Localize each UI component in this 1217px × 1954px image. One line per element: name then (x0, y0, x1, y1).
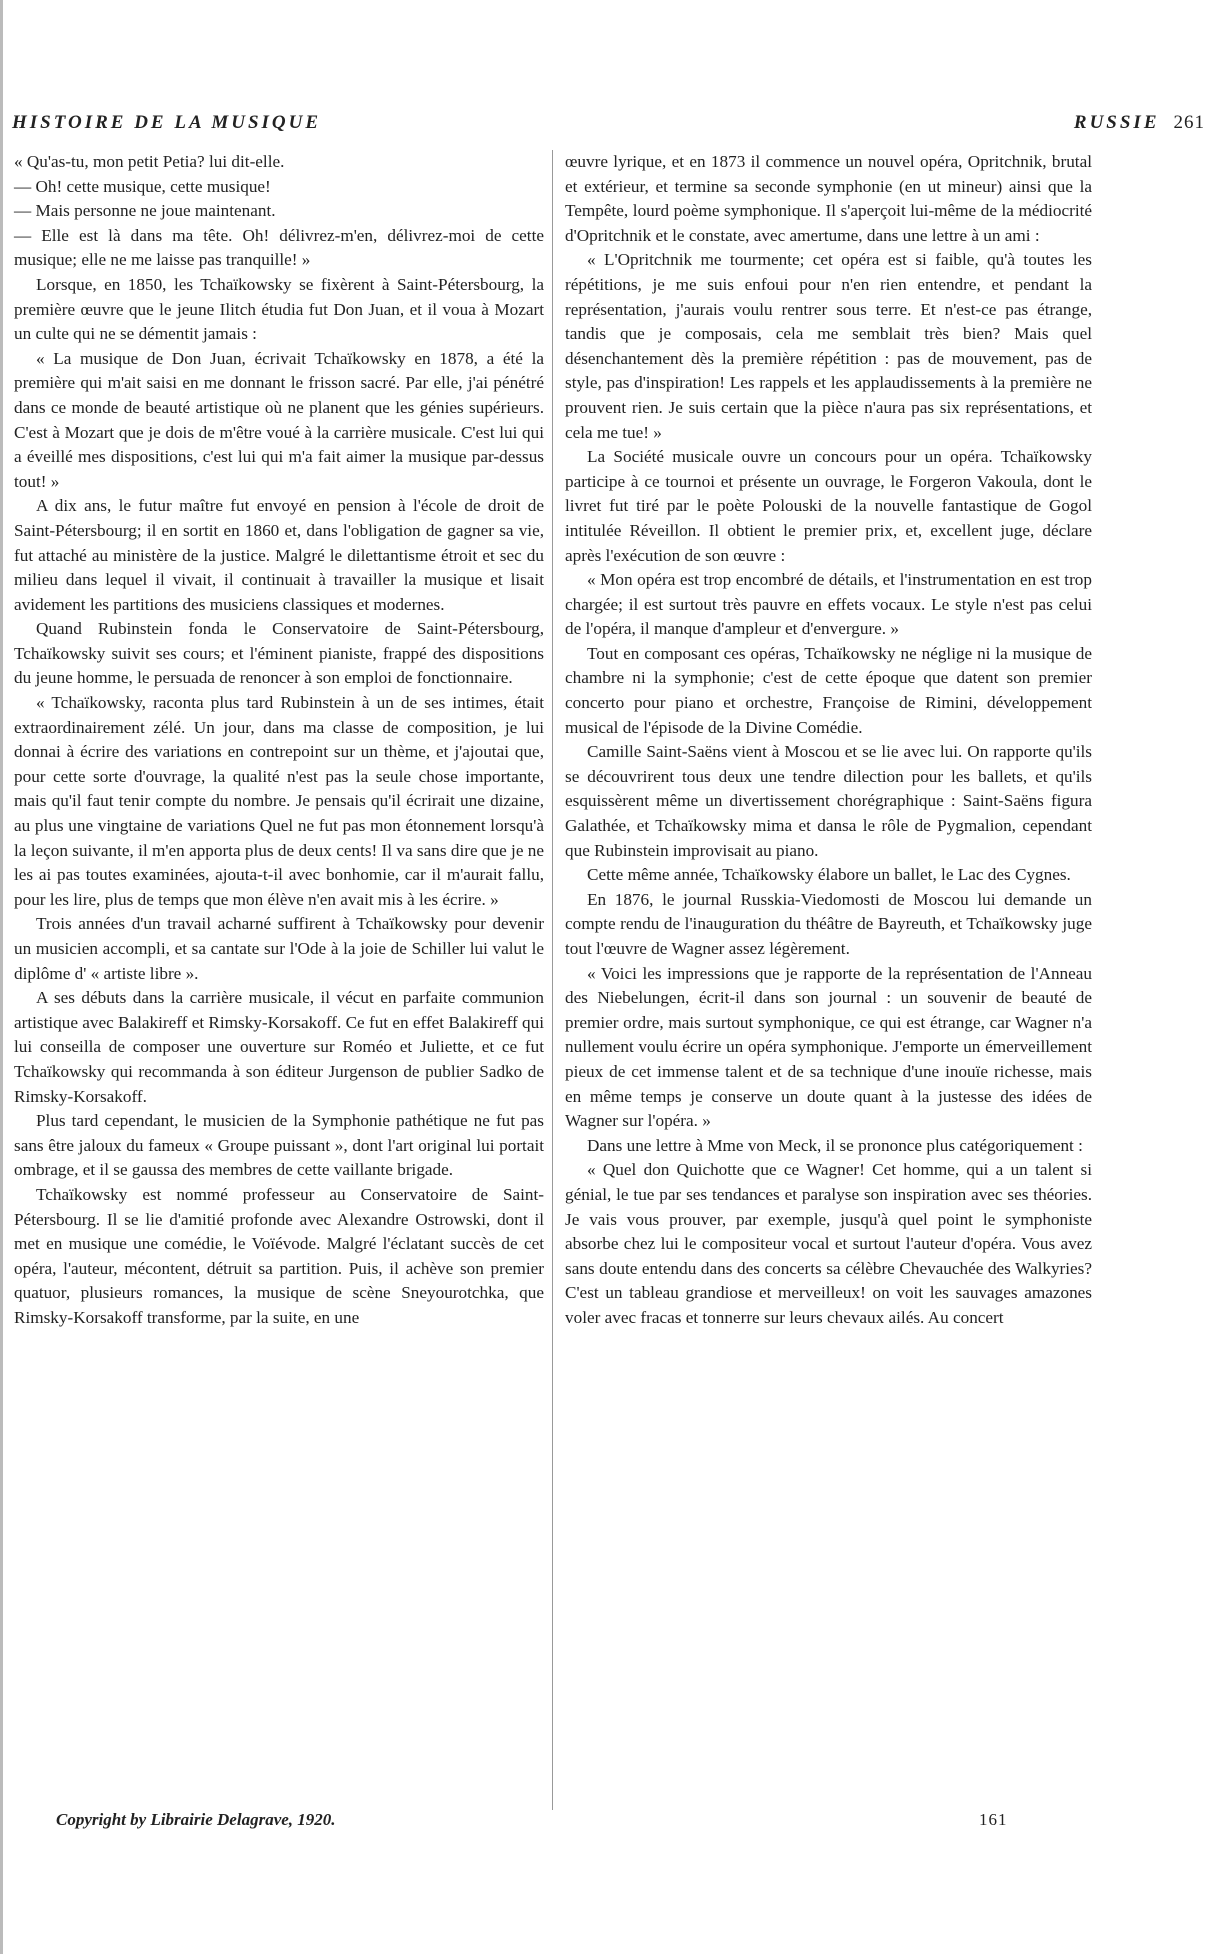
paragraph: « Mon opéra est trop encombré de détails, et l'instrumentation en est trop chargée; il est surtout très pauvre en effets vocaux. Le style n'est pas celui de l'opéra, il manque d'ampleur et d'envergure. » (565, 570, 1092, 639)
paragraph: — Mais personne ne joue maintenant. (14, 201, 276, 221)
header-page-number: 261 (1173, 112, 1205, 133)
paragraph: « Voici les impressions que je rapporte de la représentation de l'Anneau des Niebelungen, écrit-il dans son journal : un souvenir de beauté de premier ordre, mais surtout symphonique, ce qui est étrange, car Wagner n'a nullement voulu écrire un opéra symphonique. J'emporte un émerveillement pieux de cet immense talent et de sa technique d'une inouïe richesse, mais en même temps je conserve un doute quant à la justesse des idées de Wagner sur l'opéra. » (565, 963, 1092, 1131)
paragraph: — Oh! cette musique, cette musique! (14, 176, 271, 196)
paragraph: « Qu'as-tu, mon petit Petia? lui dit-elle. (14, 152, 285, 171)
page-edge (0, 0, 3, 1954)
column-divider (552, 150, 553, 1810)
paragraph: « Quel don Quichotte que ce Wagner! Cet homme, qui a un talent si génial, le tue par ses tendances et paralyse son inspiration avec ses théories. Je vais vous prouver, par exemple, jusqu'à quel point le symphoniste absorbe chez lui le compositeur vocal et surtout l'auteur d'opéra. Vous avez sans doute entendu dans des concerts sa célèbre Chevauchée des Walkyries? C'est un tableau grandiose et merveilleux! on voit les sauvages amazones voler avec fracas et tonnerre sur leurs chevaux ailés. Au concert (565, 1160, 1092, 1327)
paragraph: — Elle est là dans ma tête. Oh! délivrez-m'en, délivrez-moi de cette musique; elle ne me laisse pas tranquille! » (14, 225, 544, 270)
paragraph: « Tchaïkowsky, raconta plus tard Rubinstein à un de ses intimes, était extraordinairement zélé. Un jour, dans ma classe de composition, je lui donnai à écrire des variations en contrepoint sur un thème, et j'ajoutai que, pour cette sorte d'ouvrage, la qualité n'est pas la seule chose importante, mais qu'il faut tenir compte du nombre. Je pensais qu'il écrirait une dizaine, au plus une vingtaine de variations Quel ne fut pas mon étonnement lorsqu'à la leçon suivante, il m'en apporta plus de deux cents! Il va sans dire que je ne les ai pas toutes examinées, ajouta-t-il avec bonhomie, car il m'aurait fallu, pour les lire, plus de temps que mon élève n'en avait mis à les écrire. » (14, 693, 544, 909)
paragraph: Trois années d'un travail acharné suffirent à Tchaïkowsky pour devenir un musicien accompli, et sa cantate sur l'Ode à la joie de Schiller lui valut le diplôme d' « artiste libre ». (14, 914, 544, 983)
paragraph: Cette même année, Tchaïkowsky élabore un ballet, le Lac des Cygnes. (587, 865, 1071, 885)
page-footer (14, 1810, 1205, 1834)
running-header (12, 112, 1205, 140)
paragraph: Lorsque, en 1850, les Tchaïkowsky se fixèrent à Saint-Pétersbourg, la première œuvre que le jeune Ilitch étudia fut Don Juan, et il voua à Mozart un culte qui ne se démentit jamais : (14, 274, 544, 344)
paragraph: A ses débuts dans la carrière musicale, il vécut en parfaite communion artistique avec Balakireff et Rimsky-Korsakoff. Ce fut en effet Balakireff qui lui conseilla de composer une ouverture sur Roméo et Juliette, et ce fut Tchaïkowsky qui recommanda à son éditeur Jurgenson de publier Sadko de Rimsky-Korsakoff. (14, 988, 544, 1106)
paragraph: « L'Opritchnik me tourmente; cet opéra est si faible, qu'à toutes les répétitions, je me suis enfoui pour n'en rien entendre, et pendant la représentation, j'aurais voulu rentrer sous terre. Et n'est-ce pas étrange, tandis que je composais, cela me semblait très bien? Mais quel désenchantement dès la première répétition : pas de mouvement, pas de style, pas d'inspiration! Les rappels et les applaudissements à la première ne prouvent rien. Je suis certain que la pièce n'aura pas six représentations, et cela me tue! » (565, 250, 1092, 442)
paragraph: En 1876, le journal Russkia-Viedomosti de Moscou lui demande un compte rendu de l'inauguration du théâtre de Bayreuth, et Tchaïkowsky juge tout l'œuvre de Wagner assez légèrement. (565, 889, 1092, 958)
header-title: HISTOIRE DE LA MUSIQUE (12, 112, 322, 133)
paragraph: La Société musicale ouvre un concours pour un opéra. Tchaïkowsky participe à ce tournoi et présente un ouvrage, le Forgeron Vakoula, dont le livret fut tiré par le poète Polouski de la nouvelle fantastique de Gogol intitulée Réveillon. Il obtient le premier prix, et, excellent juge, déclare après l'exécution de son œuvre : (565, 447, 1092, 565)
footer-page-number: 161 (979, 1810, 1008, 1829)
paragraph: Tchaïkowsky est nommé professeur au Conservatoire de Saint-Pétersbourg. Il se lie d'amitié profonde avec Alexandre Ostrowski, dont il met en musique une comédie, le Voïévode. Malgré l'éclatant succès de cet opéra, l'auteur, mécontent, détruit sa partition. Puis, il achève son premier quatuor, plusieurs romances, la musique de scène Sneyourotchka, que Rimsky-Korsakoff transforme, par la suite, en une (14, 1184, 544, 1327)
paragraph: A dix ans, le futur maître fut envoyé en pension à l'école de droit de Saint-Pétersbourg; il en sortit en 1860 et, dans l'obligation de gagner sa vie, fut attaché au ministère de la justice. Malgré le dilettantisme étroit et sec du milieu dans lequel il vivait, il continuait à travailler la musique et lisait avidement les partitions des musiciens classiques et modernes. (14, 496, 544, 614)
header-section: RUSSIE 261 (1073, 112, 1205, 133)
copyright-notice: Copyright by Librairie Delagrave, 1920. (56, 1810, 336, 1829)
right-column (565, 150, 1092, 1331)
paragraph: Plus tard cependant, le musicien de la Symphonie pathétique ne fut pas sans être jaloux du fameux « Groupe puissant », dont l'art original lui portait ombrage, et il se gaussa des membres de cette vaillante brigade. (14, 1111, 544, 1180)
paragraph: Tout en composant ces opéras, Tchaïkowsky ne néglige ni la musique de chambre ni la symphonie; c'est de cette époque que datent son premier concerto pour piano et orchestre, Françoise de Rimini, développement musical de l'épisode de la Divine Comédie. (565, 643, 1092, 737)
paragraph: « La musique de Don Juan, écrivait Tchaïkowsky en 1878, a été la première qui m'ait saisi en me donnant le frisson sacré. Par elle, j'ai pénétré dans ce monde de beauté artistique où ne planent que les génies supérieurs. C'est à Mozart que je dois de m'être voué à la carrière musicale. C'est lui qui a éveillé mes dispositions, c'est lui qui m'a fait aimer la musique par-dessus tout! » (14, 348, 544, 491)
paragraph: œuvre lyrique, et en 1873 il commence un nouvel opéra, Opritchnik, brutal et extérieur, et termine sa seconde symphonie (en ut mineur) ainsi que la Tempête, lourd poème symphonique. Il s'aperçoit lui-même de la médiocrité d'Opritchnik et le constate, avec amertume, dans une lettre à un ami : (565, 152, 1092, 245)
left-column (14, 150, 544, 1331)
paragraph: Quand Rubinstein fonda le Conservatoire de Saint-Pétersbourg, Tchaïkowsky suivit ses cours; et l'éminent pianiste, frappé des dispositions du jeune homme, le persuada de renoncer à son emploi de fonctionnaire. (14, 619, 544, 688)
paragraph: Dans une lettre à Mme von Meck, il se prononce plus catégoriquement : (587, 1135, 1083, 1155)
paragraph: Camille Saint-Saëns vient à Moscou et se lie avec lui. On rapporte qu'ils se découvrirent tous deux une tendre dilection pour les ballets, et qu'ils esquissèrent même un divertissement chorégraphique : Saint-Saëns figura Galathée, et Tchaïkowsky mima et dansa le rôle de Pygmalion, cependant que Rubinstein improvisait au piano. (565, 742, 1092, 860)
